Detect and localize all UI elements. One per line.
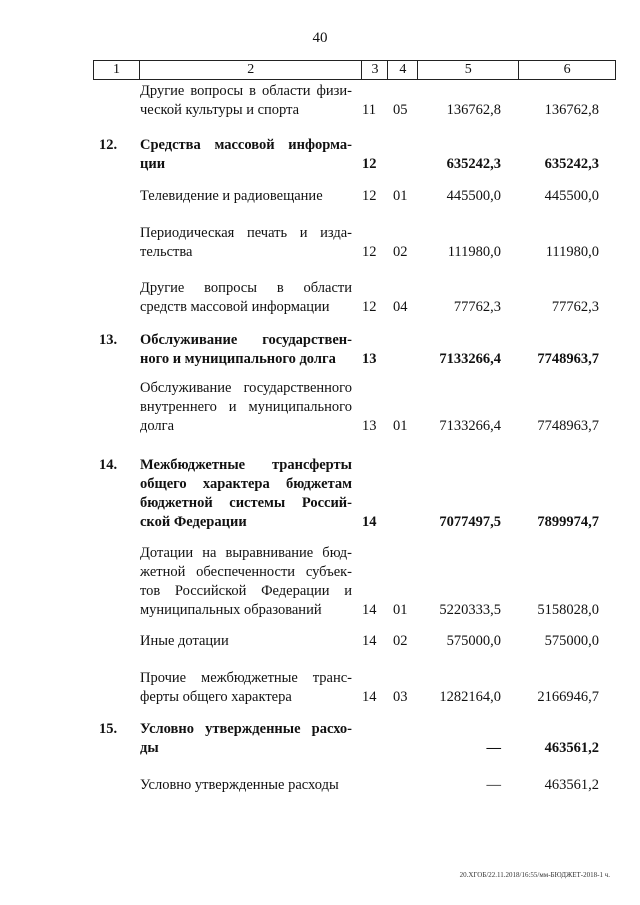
row-name-line: ции: [140, 156, 166, 172]
row-name-line: Периодическая печать и изда-: [140, 225, 352, 241]
amount-year-2: 77762,3: [551, 299, 599, 315]
row-name-line: ской Федерации: [140, 514, 247, 530]
amount-year-1: 77762,3: [453, 299, 501, 315]
row-name-line: тов Российской Федерации и: [140, 583, 352, 599]
row-name: [140, 379, 352, 436]
row-name-line: ферты общего характера: [140, 689, 292, 705]
row-name: [140, 224, 352, 262]
section-code: 12: [362, 244, 377, 260]
row-name: [140, 187, 352, 206]
row-name: [140, 669, 352, 707]
amount-year-1: 7077497,5: [439, 514, 501, 530]
row-name-line: Прочие межбюджетные транс-: [140, 670, 352, 686]
row-name: [140, 279, 352, 317]
amount-year-2: 7748963,7: [537, 418, 599, 434]
amount-year-1: —: [486, 777, 501, 793]
page-number: 40: [312, 30, 328, 46]
row-name: [140, 331, 352, 369]
row-name-line: долга: [140, 418, 175, 434]
amount-year-2: 575000,0: [544, 633, 599, 649]
amount-year-2: 635242,3: [544, 156, 599, 172]
table-header: [93, 60, 616, 80]
amount-year-1: —: [486, 740, 501, 756]
amount-year-2: 111980,0: [545, 244, 599, 260]
section-code: 11: [362, 102, 376, 118]
amount-year-2: 5158028,0: [537, 602, 599, 618]
row-name-line: внутреннего и муниципального: [140, 399, 352, 415]
row-name-line: Дотации на выравнивание бюд-: [140, 545, 352, 561]
subsection-code: 02: [393, 244, 408, 260]
amount-year-2: 136762,8: [544, 102, 599, 118]
header-col-4: 4: [388, 61, 418, 79]
row-number: 14.: [99, 457, 118, 473]
amount-year-1: 635242,3: [446, 156, 501, 172]
section-code: 14: [362, 633, 377, 649]
row-name: [140, 544, 352, 620]
row-name-line: муниципальных образований: [140, 602, 322, 618]
subsection-code: 01: [393, 418, 408, 434]
amount-year-1: 5220333,5: [439, 602, 501, 618]
header-col-5: 5: [418, 61, 519, 79]
subsection-code: 04: [393, 299, 408, 315]
row-number: 13.: [99, 332, 118, 348]
header-col-2: 2: [140, 61, 363, 79]
row-name-line: средств массовой информации: [140, 299, 330, 315]
row-name-line: ного и муниципального долга: [140, 351, 336, 367]
row-name-line: бюджетной системы Россий-: [140, 495, 352, 511]
row-name: [140, 632, 352, 651]
amount-year-2: 463561,2: [544, 777, 599, 793]
amount-year-2: 7899974,7: [537, 514, 599, 530]
amount-year-2: 463561,2: [544, 740, 599, 756]
section-code: 12: [362, 188, 377, 204]
row-name-line: Обслуживание государствен-: [140, 332, 352, 348]
row-name-line: Другие вопросы в области физи-: [140, 83, 352, 99]
amount-year-1: 445500,0: [446, 188, 501, 204]
subsection-code: 01: [393, 188, 408, 204]
amount-year-1: 7133266,4: [439, 418, 501, 434]
header-col-3: 3: [362, 61, 388, 79]
header-col-1: 1: [94, 61, 140, 79]
section-code: 14: [362, 602, 377, 618]
document-footer-code: 20.ХГОБ/22.11.2018/16:55/мм-БЮДЖЕТ-2018-1 ч.: [459, 871, 610, 879]
row-name-line: ды: [140, 740, 159, 756]
row-name: [140, 82, 352, 120]
row-name: [140, 720, 352, 758]
row-name-line: Условно утвержденные расходы: [140, 777, 339, 793]
row-name-line: ческой культуры и спорта: [140, 102, 300, 118]
amount-year-2: 2166946,7: [537, 689, 599, 705]
row-name-line: Средства массовой информа-: [140, 137, 352, 153]
header-col-6: 6: [563, 62, 571, 77]
row-name-line: Телевидение и радиовещание: [140, 188, 323, 204]
subsection-code: 02: [393, 633, 408, 649]
section-code: 12: [362, 156, 377, 172]
row-name-line: общего характера бюджетам: [140, 476, 352, 492]
amount-year-1: 111980,0: [447, 244, 501, 260]
row-name-line: тельства: [140, 244, 193, 260]
row-name-line: Иные дотации: [140, 633, 229, 649]
subsection-code: 03: [393, 689, 408, 705]
section-code: 13: [362, 351, 377, 367]
row-name-line: Другие вопросы в области: [140, 280, 352, 296]
row-number: 15.: [99, 721, 118, 737]
row-name: [140, 776, 352, 795]
subsection-code: 01: [393, 602, 408, 618]
row-number: 12.: [99, 137, 118, 153]
section-code: 14: [362, 689, 377, 705]
section-code: 14: [362, 514, 377, 530]
row-name-line: Межбюджетные трансферты: [140, 457, 352, 473]
amount-year-2: 445500,0: [544, 188, 599, 204]
amount-year-1: 1282164,0: [439, 689, 501, 705]
amount-year-1: 136762,8: [446, 102, 501, 118]
amount-year-2: 7748963,7: [537, 351, 599, 367]
amount-year-1: 575000,0: [446, 633, 501, 649]
subsection-code: 05: [393, 102, 408, 118]
row-name: [140, 136, 352, 174]
row-name: [140, 456, 352, 532]
row-name-line: Условно утвержденные расхо-: [140, 721, 352, 737]
row-name-line: жетной обеспеченности субъек-: [140, 564, 352, 580]
section-code: 12: [362, 299, 377, 315]
section-code: 13: [362, 418, 377, 434]
row-name-line: Обслуживание государственного: [140, 380, 352, 396]
amount-year-1: 7133266,4: [439, 351, 501, 367]
